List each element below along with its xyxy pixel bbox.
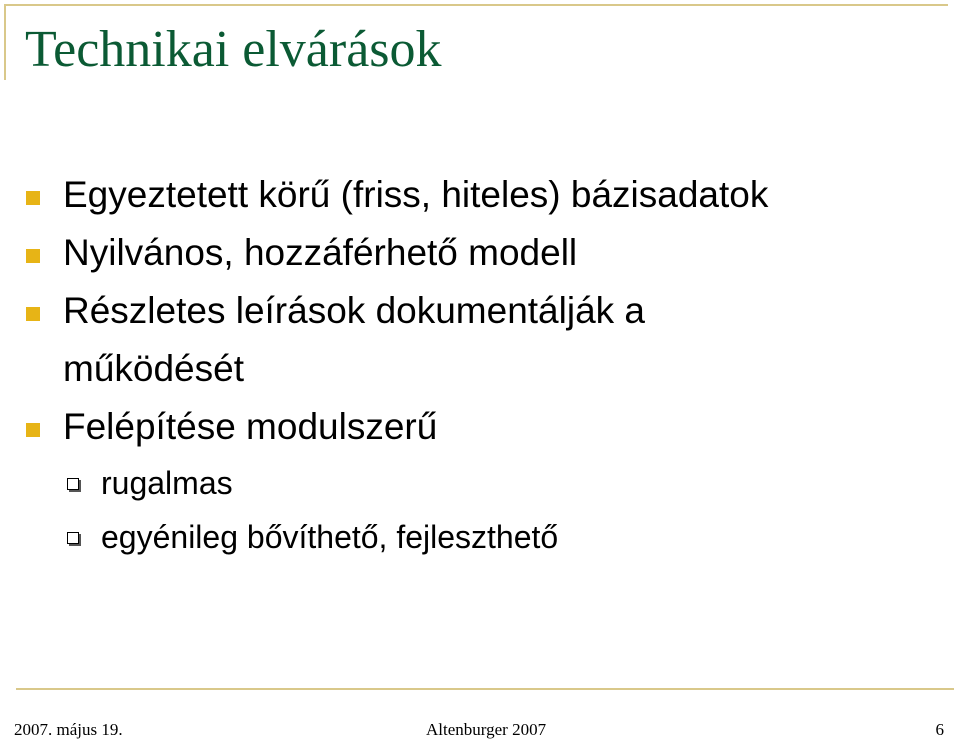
checkbox-bullet-icon — [67, 478, 79, 490]
title-frame-horizontal-line — [4, 4, 948, 6]
sub-bullet-item — [0, 456, 960, 510]
bullet-item — [0, 166, 960, 224]
bullet-item — [0, 282, 960, 398]
sub-bullet-text: egyénileg bővíthető, fejleszthető — [101, 519, 559, 555]
bullet-text: Nyilvános, hozzáférhető modell — [63, 232, 578, 273]
title-frame-vertical-line — [4, 4, 6, 80]
footer-author: Altenburger 2007 — [426, 720, 547, 739]
bullet-text: Felépítése modulszerű — [63, 406, 438, 447]
bullet-text: Egyeztetett körű (friss, hiteles) bázisadatok — [63, 174, 769, 215]
square-bullet-icon — [26, 423, 40, 437]
bullet-list — [0, 166, 960, 564]
footer-date: 2007. május 19. — [14, 720, 123, 739]
bullet-text-line1: Részletes leírások dokumentálják a — [63, 290, 646, 331]
square-bullet-icon — [26, 307, 40, 321]
sub-bullet-item — [0, 510, 960, 564]
slide-title: Technikai elvárások — [25, 21, 442, 78]
sub-bullet-text: rugalmas — [101, 465, 233, 501]
checkbox-bullet-icon — [67, 532, 79, 544]
bullet-item — [0, 398, 960, 456]
footer-rule — [16, 688, 954, 690]
footer-page-number: 6 — [935, 720, 944, 739]
bullet-text-line2: működését — [63, 348, 244, 389]
bullet-item — [0, 224, 960, 282]
square-bullet-icon — [26, 249, 40, 263]
square-bullet-icon — [26, 191, 40, 205]
